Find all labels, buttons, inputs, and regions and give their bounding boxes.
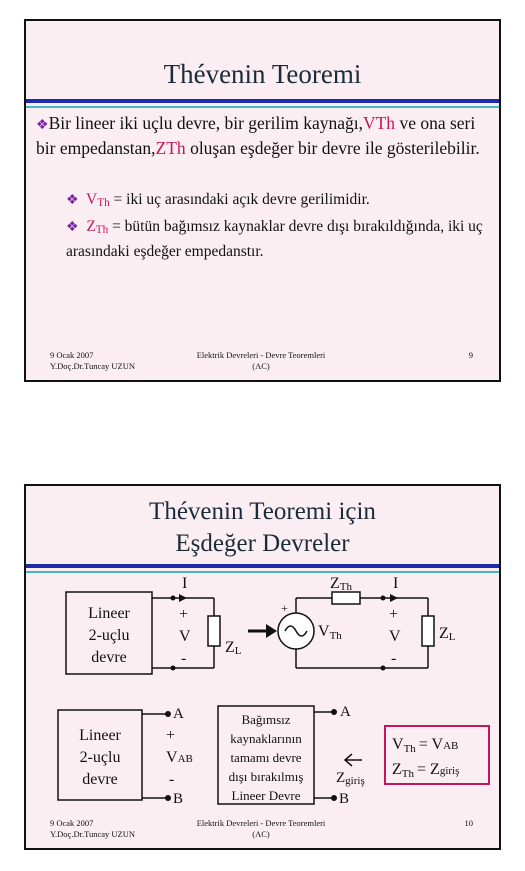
vth-definition: = iki uç arasındaki açık devre gerilimidir. — [113, 191, 370, 208]
sub-bullet-zth — [66, 216, 485, 263]
footer-course: Elektrik Devreleri - Devre Teoremleri — [196, 818, 326, 828]
zl-label: ZL — [439, 625, 456, 643]
terminal — [381, 666, 386, 671]
zth-definition: = bütün bağımsız kaynaklar devre dışı bırakıldığında, iki uç arasındaki eşdeğer empedanstır. — [66, 218, 483, 261]
zth-term: ZTh — [155, 138, 186, 158]
vab-label: VAB — [166, 749, 193, 766]
vth-label: VTh — [318, 623, 342, 642]
zgiris-label: Zgiriş — [336, 770, 365, 787]
load-resistor — [422, 616, 434, 646]
footer-left — [50, 818, 135, 840]
title-rule-cyan — [26, 106, 499, 108]
main-text-1: Bir lineer iki uçlu devre, bir gerilim kaynağı, — [48, 113, 363, 133]
plus-sign: + — [389, 606, 399, 623]
footer-center — [186, 818, 336, 840]
equation-vth: VTh = VAB — [392, 736, 459, 755]
plus-sign: + — [166, 727, 176, 744]
main-bullet — [36, 112, 489, 160]
vth-term: VTh — [362, 113, 396, 133]
title-rule-blue — [26, 99, 499, 103]
footer-ac: (AC) — [252, 829, 270, 839]
terminal-b — [331, 795, 337, 801]
terminal — [171, 596, 176, 601]
equivalent-circuits-diagram — [26, 576, 499, 826]
vth-symbol: VTh — [86, 191, 110, 210]
current-label: I — [182, 576, 188, 592]
terminal-a-label: A — [340, 704, 351, 720]
box1-line-2: 2-uçlu — [88, 627, 130, 644]
current-arrow-icon — [179, 594, 187, 602]
box2-line-1: Lineer — [79, 727, 121, 744]
right-arrow-icon — [266, 624, 277, 638]
diamond-cluster-icon: ❖ — [66, 220, 79, 235]
plus-sign: + — [179, 606, 189, 623]
terminal-b-label: B — [173, 791, 184, 807]
box2-line-3: devre — [82, 771, 118, 788]
diamond-cluster-icon: ❖ — [36, 118, 49, 133]
terminal-a-label: A — [173, 706, 184, 722]
diamond-cluster-icon: ❖ — [66, 193, 79, 208]
footer-date: 9 Ocak 2007 — [50, 818, 94, 828]
equation-zth: ZTh = Zgiriş — [392, 761, 460, 780]
footer-course: Elektrik Devreleri - Devre Teoremleri — [196, 350, 326, 360]
terminal-a — [331, 709, 337, 715]
voltage-label: V — [179, 628, 191, 645]
source-plus: + — [281, 601, 288, 615]
box2-line-2: 2-uçlu — [79, 749, 121, 766]
terminal-a — [165, 711, 171, 717]
current-label: I — [393, 576, 399, 592]
footer-date: 9 Ocak 2007 — [50, 350, 94, 360]
box3-line-3: tamamı devre — [230, 750, 302, 765]
terminal-b — [165, 795, 171, 801]
title-line-1: Thévenin Teoremi için — [149, 498, 376, 525]
slide-title — [26, 496, 499, 560]
current-arrow-icon — [390, 594, 398, 602]
footer-center — [186, 350, 336, 372]
title-rule-blue — [26, 564, 499, 568]
terminal-b-label: B — [339, 791, 350, 807]
box3-line-4: dışı bırakılmış — [228, 769, 304, 784]
footer-left — [50, 350, 135, 372]
box3-line-1: Bağımsız — [241, 712, 291, 727]
minus-sign: - — [181, 650, 187, 667]
slide-title: Thévenin Teoremi — [163, 59, 362, 89]
voltage-label: V — [389, 628, 401, 645]
footer-author: Y.Doç.Dr.Tuncay UZUN — [50, 829, 135, 839]
slide-9 — [24, 19, 501, 382]
sub-bullet-vth — [66, 189, 489, 214]
footer-ac: (AC) — [252, 361, 270, 371]
box3-line-2: kaynaklarının — [230, 731, 302, 746]
footer-author: Y.Doç.Dr.Tuncay UZUN — [50, 361, 135, 371]
page-number: 10 — [464, 818, 473, 828]
zth-resistor — [332, 592, 360, 604]
box3-line-5: Lineer Devre — [231, 788, 301, 803]
page-number: 9 — [468, 350, 473, 360]
minus-sign: - — [169, 771, 175, 788]
box1-line-1: Lineer — [88, 605, 130, 622]
title-line-2: Eşdeğer Devreler — [175, 530, 350, 557]
main-text-3: oluşan eşdeğer bir devre ile gösterilebilir. — [190, 138, 480, 158]
zth-label: ZTh — [330, 576, 353, 593]
box1-line-3: devre — [91, 649, 127, 666]
zl-label: ZL — [225, 639, 242, 657]
terminal — [171, 666, 176, 671]
main-text-2: ve ona seri bir empedanstan, — [36, 113, 476, 158]
load-resistor — [208, 616, 220, 646]
terminal — [381, 596, 386, 601]
slide-10 — [24, 484, 501, 850]
title-rule-cyan — [26, 571, 499, 573]
minus-sign: - — [391, 650, 397, 667]
zth-symbol: ZTh — [86, 218, 109, 237]
